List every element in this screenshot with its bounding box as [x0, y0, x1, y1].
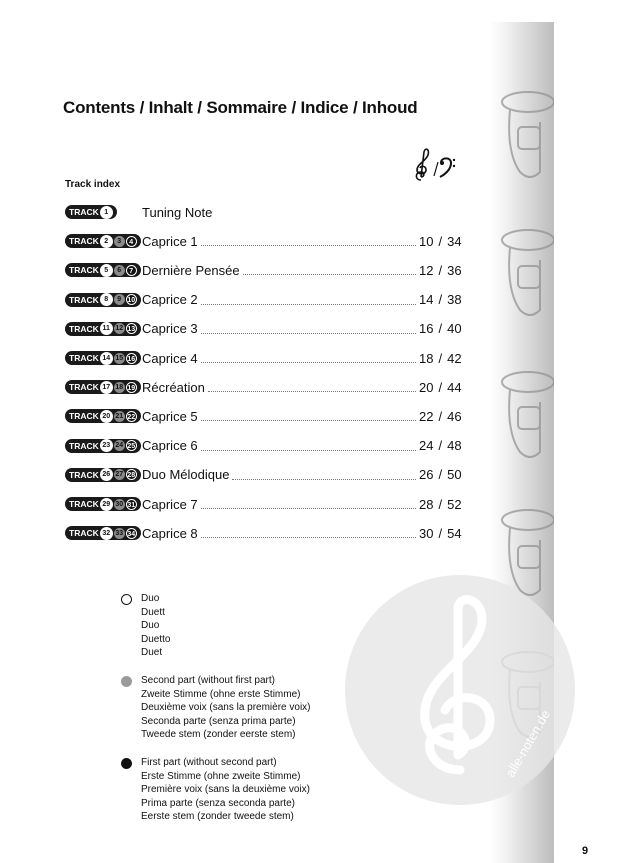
page-references: [419, 409, 475, 424]
legend-line: First part (without second part): [141, 757, 277, 768]
track-number: 33: [115, 529, 124, 537]
track-pill: [65, 409, 141, 423]
toc-row: [65, 377, 475, 397]
toc-row: [65, 260, 475, 280]
track-label: TRACK: [69, 294, 99, 305]
track-number: 14: [100, 352, 113, 365]
page-references: [419, 263, 475, 278]
piece-title: Caprice 2: [142, 292, 198, 308]
track-number: 6: [114, 265, 125, 276]
track-number: 8: [100, 293, 113, 306]
piece-title: Caprice 1: [142, 233, 198, 249]
track-number: 34: [126, 528, 137, 539]
track-label: TRACK: [69, 207, 99, 217]
track-label: TRACK: [69, 411, 99, 422]
track-pill: [65, 439, 141, 453]
track-badge: [65, 263, 137, 277]
track-number: 24: [115, 442, 124, 450]
legend-line: Duo: [141, 620, 160, 631]
legend-line: Duetto: [141, 633, 171, 645]
track-badge: [65, 205, 137, 219]
legend-first-part-text: [141, 756, 310, 824]
track-number: 3: [114, 236, 125, 247]
toc-row: [65, 290, 475, 310]
page-first: 26: [419, 467, 434, 483]
page-second: 40: [447, 321, 462, 337]
toc-row: [65, 348, 475, 368]
piece-title: Caprice 6: [142, 438, 198, 454]
track-label: TRACK: [69, 323, 99, 334]
legend-line: Eerste stem (zonder tweede stem): [141, 811, 294, 822]
page-second: 54: [447, 525, 462, 541]
track-number: 27: [115, 471, 124, 479]
track-pill: [65, 322, 141, 336]
track-number: 23: [100, 439, 113, 452]
dot-leader: [201, 362, 416, 363]
page-second: 48: [447, 438, 462, 454]
track-number: 18: [115, 383, 124, 391]
page-first: 18: [419, 350, 434, 366]
page-first: 14: [419, 292, 434, 308]
track-badge: [65, 497, 137, 511]
track-number: 1: [100, 206, 113, 219]
legend-line: Duet: [141, 647, 163, 658]
page-separator: /: [438, 321, 443, 337]
page-separator: /: [438, 525, 443, 541]
track-number: 11: [100, 322, 113, 335]
track-number: 4: [126, 236, 137, 247]
piece-title: Récréation: [142, 379, 205, 395]
track-badge: [65, 234, 137, 248]
track-label: TRACK: [69, 499, 99, 509]
page-separator: /: [438, 496, 443, 512]
page-references: [419, 438, 475, 453]
track-number: 22: [126, 411, 137, 422]
track-number: 25: [126, 440, 137, 451]
track-pill: [65, 293, 141, 307]
page-second: 36: [447, 262, 462, 278]
track-number: 5: [100, 264, 113, 277]
page-separator: /: [438, 233, 443, 249]
page-separator: /: [438, 292, 443, 308]
track-pill: [65, 380, 141, 394]
legend-line: Duo: [141, 593, 160, 604]
watermark-logo: [340, 570, 580, 810]
page-second: 46: [447, 408, 462, 424]
page-references: [419, 351, 475, 366]
piece-title: Duo Mélodique: [142, 467, 230, 483]
toc-row: [65, 319, 475, 339]
track-number: 26: [100, 468, 113, 481]
treble-bass-clef-icon: [412, 146, 460, 186]
page-separator: /: [438, 350, 443, 366]
page-second: 50: [447, 467, 462, 483]
toc-row: [65, 436, 475, 456]
legend-line: Second part (without first part): [141, 675, 275, 686]
page-title: Contents / Inhalt / Sommaire / Indice / Inhoud: [63, 98, 418, 117]
legend-line: Deuxième voix (sans la première voix): [141, 702, 311, 713]
track-label: TRACK: [69, 265, 99, 276]
track-number: 9: [114, 294, 125, 305]
track-number: 29: [100, 498, 113, 511]
legend-line: Zweite Stimme (ohne erste Stimme): [141, 688, 301, 700]
track-number: 28: [126, 469, 137, 480]
piece-title: Dernière Pensée: [142, 262, 240, 278]
track-number: 30: [115, 500, 124, 508]
grey-circle-icon: [121, 676, 132, 687]
piece-title: Caprice 8: [142, 525, 198, 541]
page-second: 38: [447, 292, 462, 308]
piece-title: Tuning Note: [142, 204, 213, 220]
toc-row: [65, 406, 475, 426]
page-separator: /: [438, 379, 443, 395]
track-label: TRACK: [69, 469, 99, 480]
page-first: 22: [419, 408, 434, 424]
track-label: TRACK: [69, 528, 99, 539]
page-number: 9: [582, 845, 589, 857]
dot-leader: [232, 479, 416, 480]
legend-line: Prima parte (senza seconda parte): [141, 797, 295, 809]
page-references: [419, 497, 475, 512]
track-pill: [65, 468, 141, 482]
toc-row: [65, 523, 475, 543]
track-badge: [65, 468, 137, 482]
track-number: 19: [126, 382, 137, 393]
legend-duo-text: [141, 592, 170, 660]
track-number: 31: [126, 499, 137, 510]
legend-second-part-text: [141, 674, 311, 742]
legend-line: Duett: [141, 606, 165, 618]
track-pill: [65, 205, 117, 219]
white-circle-icon: [121, 594, 132, 605]
dot-leader: [201, 537, 416, 538]
track-badge: [65, 526, 137, 540]
page-second: 44: [447, 379, 462, 395]
page-references: [419, 234, 475, 249]
dot-leader: [201, 420, 416, 421]
dot-leader: [243, 274, 416, 275]
track-badge: [65, 351, 137, 365]
piece-title: Caprice 5: [142, 408, 198, 424]
track-pill: [65, 351, 141, 365]
page-first: 24: [419, 438, 434, 454]
dot-leader: [201, 450, 416, 451]
legend-line: Erste Stimme (ohne zweite Stimme): [141, 770, 301, 782]
toc-row: [65, 494, 475, 514]
track-badge: [65, 293, 137, 307]
track-pill: [65, 497, 141, 511]
page-references: [419, 292, 475, 307]
dot-leader: [201, 245, 416, 246]
page-separator: /: [438, 467, 443, 483]
legend-line: Tweede stem (zonder eerste stem): [141, 729, 296, 740]
dot-leader: [201, 304, 416, 305]
track-number: 20: [100, 410, 113, 423]
dot-leader: [201, 333, 416, 334]
dot-leader: [208, 391, 416, 392]
page-first: 16: [419, 321, 434, 337]
track-number: 13: [126, 323, 137, 334]
track-number: 12: [115, 325, 124, 333]
page-references: [419, 321, 475, 336]
track-badge: [65, 322, 137, 336]
track-label: TRACK: [69, 440, 99, 451]
page-separator: /: [438, 408, 443, 424]
toc-row: [65, 202, 475, 222]
track-number: 32: [100, 527, 113, 540]
track-label: TRACK: [69, 353, 99, 363]
piece-title: Caprice 4: [142, 350, 198, 366]
track-number: 17: [100, 381, 113, 394]
legend-line: Seconda parte (senza prima parte): [141, 715, 296, 727]
page-separator: /: [438, 438, 443, 454]
track-badge: [65, 409, 137, 423]
toc-row: [65, 465, 475, 485]
track-number: 15: [115, 354, 124, 362]
track-index-label: Track index: [65, 179, 121, 190]
piece-title: Caprice 3: [142, 321, 198, 337]
legend-line: Première voix (sans la deuxième voix): [141, 784, 310, 795]
page-first: 28: [419, 496, 434, 512]
page-references: [419, 467, 475, 482]
track-pill: [65, 263, 141, 277]
track-number: 10: [126, 294, 137, 305]
page-first: 10: [419, 233, 434, 249]
track-number: 21: [115, 412, 124, 420]
track-number: 2: [100, 235, 113, 248]
watermark-text: alle-noten.de: [502, 707, 554, 780]
piece-title: Caprice 7: [142, 496, 198, 512]
page-second: 42: [447, 350, 462, 366]
track-number: 7: [126, 265, 137, 276]
page-separator: /: [438, 262, 443, 278]
black-circle-icon: [121, 758, 132, 769]
page-second: 52: [447, 496, 462, 512]
track-label: TRACK: [69, 382, 99, 393]
page-first: 30: [419, 525, 434, 541]
track-badge: [65, 439, 137, 453]
dot-leader: [201, 508, 416, 509]
page-references: [419, 380, 475, 395]
page-second: 34: [447, 233, 462, 249]
page-first: 12: [419, 262, 434, 278]
track-pill: [65, 234, 141, 248]
page-first: 20: [419, 379, 434, 395]
track-number: 16: [126, 353, 137, 364]
toc-row: [65, 231, 475, 251]
page-references: [419, 526, 475, 541]
track-badge: [65, 380, 137, 394]
track-pill: [65, 526, 141, 540]
track-label: TRACK: [69, 236, 99, 247]
